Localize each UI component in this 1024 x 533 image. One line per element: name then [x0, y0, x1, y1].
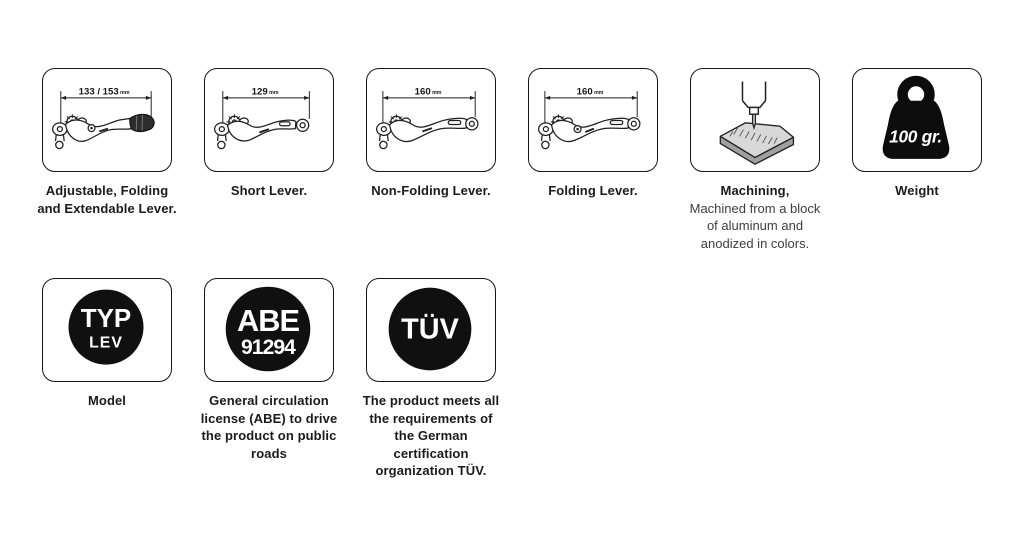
badge-top-label: TÜV: [401, 313, 459, 346]
weight-value-label: 100 gr.: [889, 126, 942, 147]
caption-line: Model: [87, 393, 127, 408]
badge-bottom-label: 91294: [241, 336, 295, 359]
svg-text:160mm: [415, 86, 442, 97]
dimension-unit: mm: [120, 90, 130, 96]
caption-line: Folding Lever.: [548, 183, 638, 198]
caption-description-line: Machined from a block: [689, 200, 821, 216]
badge-top-label: TYP: [80, 303, 132, 334]
dimension-value: 160: [576, 86, 593, 98]
feature-caption: [822, 182, 1012, 200]
caption-line: the product on public: [201, 428, 337, 443]
dimension-unit: mm: [594, 90, 604, 96]
caption-line: The product meets all: [362, 393, 500, 408]
lever-drawing: [377, 114, 478, 148]
feature-card-non-folding-lever: [366, 68, 496, 198]
dimension-value: 160: [414, 86, 431, 98]
lever-drawing: [215, 114, 309, 148]
lever-drawing: [539, 114, 640, 148]
dimension-unit: mm: [269, 90, 279, 96]
feature-card-tuv-certification: [362, 278, 500, 478]
badge-top-label: ABE: [236, 302, 300, 338]
caption-line: Adjustable, Folding: [45, 183, 169, 198]
badge-bottom-label: LEV: [89, 334, 123, 352]
caption-line: Short Lever.: [230, 183, 308, 198]
feature-card-folding-lever: [528, 68, 658, 198]
caption-line: organization TÜV.: [375, 463, 487, 478]
caption-line: Weight: [895, 183, 939, 198]
svg-text:160mm: [577, 86, 604, 97]
svg-text:133 / 153mm: [79, 86, 130, 97]
feature-card-short-lever: [204, 68, 334, 198]
feature-card-abe-license: [200, 278, 338, 461]
lever-short-icon: [205, 69, 331, 169]
lever-folding-icon: [529, 69, 655, 169]
tuv-badge-icon: [367, 279, 493, 379]
lever-adjustable-icon: [43, 69, 169, 169]
caption-line: and Extendable Lever.: [37, 200, 177, 216]
milling-machine-icon: [691, 69, 817, 169]
dimension-value: 129: [251, 86, 268, 98]
feature-card-model: [42, 278, 172, 408]
feature-card-weight: [852, 68, 982, 198]
feature-caption: [336, 392, 526, 480]
typ-lev-badge-icon: [43, 279, 169, 379]
lever-non-folding-icon: [367, 69, 493, 169]
lever-drawing: [53, 114, 154, 148]
caption-line: General circulation: [209, 393, 329, 408]
kettlebell-weight-icon: [853, 69, 979, 169]
caption-line: Machining,: [720, 183, 790, 198]
caption-line: the requirements of: [369, 410, 493, 426]
caption-line: roads: [251, 445, 287, 461]
caption-description-line: anodized in colors.: [700, 235, 810, 251]
caption-description-line: of aluminum and: [706, 218, 804, 233]
svg-text:129mm: [252, 86, 279, 97]
dimension-unit: mm: [432, 90, 442, 96]
caption-line: the German: [394, 428, 468, 443]
dimension-value: 133 / 153: [78, 86, 119, 98]
feature-card-machining: [689, 68, 821, 251]
abe-badge-icon: [205, 279, 331, 379]
caption-line: license (ABE) to drive: [200, 410, 338, 426]
feature-card-adjustable-lever: [37, 68, 177, 216]
caption-line: certification: [393, 445, 469, 461]
caption-line: Non-Folding Lever.: [371, 183, 491, 198]
